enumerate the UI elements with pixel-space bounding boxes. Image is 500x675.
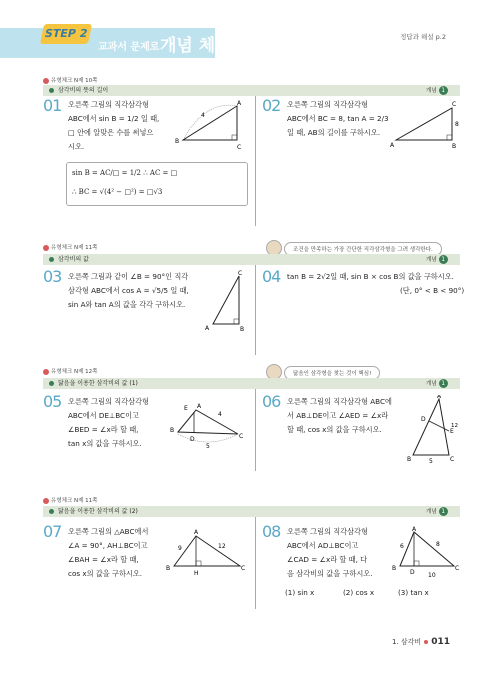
label-10: 10	[428, 572, 436, 579]
label-c: C	[455, 565, 460, 572]
problem-number: 06	[262, 392, 281, 411]
problem-condition: (단, 0° < B < 90°)	[400, 286, 465, 295]
label-b: B	[452, 143, 457, 150]
tag-dot-icon	[43, 369, 49, 375]
label-a: A	[437, 395, 442, 400]
section-tag: 유형체크 N제 10쪽	[43, 76, 98, 84]
label-b: B	[240, 326, 245, 332]
section-tag: 유형체크 N제 11쪽	[43, 496, 98, 504]
concept-label: 개념 1	[426, 507, 448, 516]
problem-text: 오른쪽 그림의 직각삼각형 ABC에서 BC = 8, tan A = 2/3 일 때, AB의 길이를 구하시오.	[287, 100, 389, 137]
label-c: C	[450, 456, 455, 463]
concept-label: 개념 1	[426, 255, 448, 264]
problem-text: 오른쪽 그림의 직각삼각형 ABC에서 DE⊥BC이고 ∠BED = ∠x라 할 때, tan x의 값을 구하시오.	[68, 397, 149, 448]
header-subtitle: 교과서 문제로	[98, 42, 160, 53]
label-a: A	[197, 403, 202, 410]
section-bar: 닮음을 이용한 삼각비의 값 (1)	[43, 378, 270, 389]
hint-bubble: 조건을 만족하는 가장 간단한 직각삼각형을 그려 생각한다.	[284, 242, 442, 256]
section-bar: 삼각비의 값	[43, 254, 270, 265]
label-4: 4	[201, 112, 205, 119]
tag-dot-icon	[43, 245, 49, 251]
label-5: 5	[206, 443, 210, 450]
label-d: D	[410, 569, 415, 576]
label-12: 12	[451, 423, 458, 429]
tag-dot-icon	[43, 498, 49, 504]
fill-in-line-2: ∴ BC = √(4² − □²) = □√3	[72, 188, 163, 196]
hint-bubble: 닮음인 삼각형을 찾는 것이 핵심!	[284, 366, 380, 380]
option-3: (3) tan x	[398, 588, 429, 597]
step-badge: STEP 2	[40, 24, 92, 44]
label-a: A	[390, 142, 395, 149]
problem-text: 오른쪽 그림의 직각삼각형 ABC에 서 AB⊥DE이고 ∠AED = ∠x라 할 때, cos x의 값을 구하시오.	[287, 397, 392, 434]
label-d: D	[421, 416, 426, 423]
problem-text: 오른쪽 그림과 같이 ∠B = 90°인 직각 삼각형 ABC에서 cos A = √5/5 일 때, sin A와 tan A의 값을 각각 구하시오.	[68, 272, 189, 309]
section-tag: 유형체크 N제 12쪽	[43, 367, 98, 375]
label-a: A	[237, 100, 242, 107]
label-e: E	[450, 428, 454, 435]
figure-06	[405, 395, 463, 465]
figure-01	[175, 100, 253, 152]
tag-dot-icon	[43, 78, 49, 84]
figure-03	[205, 270, 250, 332]
problem-text: 오른쪽 그림의 직각삼각형 ABC에서 sin B = 1/2 일 때, □ 안에 알맞은 수를 써넣으 시오.	[68, 100, 160, 151]
problem-number: 04	[262, 267, 281, 286]
label-4: 4	[218, 411, 222, 418]
label-b: B	[170, 427, 175, 434]
label-c: C	[452, 101, 457, 108]
problem-number: 01	[43, 96, 62, 115]
label-e: E	[184, 405, 188, 412]
page-number: 011	[431, 637, 450, 647]
label-b: B	[166, 565, 171, 572]
fill-in-line-1: sin B = AC/□ = 1/2 ∴ AC = □	[72, 169, 178, 177]
answer-reference: 정답과 해설 p.2	[400, 33, 446, 41]
problem-text: tan B = 2√2일 때, sin B × cos B의 값을 구하시오.	[287, 272, 454, 281]
label-c: C	[238, 270, 243, 277]
page-title: 개념 체크	[160, 36, 232, 56]
section-tag: 유형체크 N제 11쪽	[43, 243, 98, 251]
label-b: B	[175, 138, 180, 145]
figure-05	[170, 400, 250, 452]
label-h: H	[194, 570, 199, 577]
problem-text: 오른쪽 그림의 △ABC에서 ∠A = 90°, AH⊥BC이고 ∠BAH = ∠x라 할 때, cos x의 값을 구하시오.	[68, 527, 149, 578]
footer-dot-icon	[424, 640, 428, 644]
concept-label: 개념 1	[426, 86, 448, 95]
problem-number: 07	[43, 522, 62, 541]
column-divider	[255, 389, 256, 471]
figure-08	[392, 526, 464, 580]
section-bar: 닮음을 이용한 삼각비의 값 (2)	[43, 506, 270, 517]
option-1: (1) sin x	[285, 588, 315, 597]
label-9: 9	[178, 545, 182, 552]
column-divider	[255, 517, 256, 609]
label-a: A	[412, 526, 417, 533]
label-c: C	[241, 565, 246, 572]
label-5: 5	[429, 458, 433, 465]
label-8: 8	[436, 541, 440, 548]
problem-number: 03	[43, 267, 62, 286]
label-6: 6	[400, 543, 404, 550]
concept-label: 개념 1	[426, 379, 448, 388]
problem-text: 오른쪽 그림의 직각삼각형 ABC에서 AD⊥BC이고 ∠CAD = ∠x라 할 때, 다 음 삼각비의 값을 구하시오.	[287, 527, 373, 578]
label-a: A	[194, 529, 199, 536]
page-footer	[392, 637, 450, 647]
label-12: 12	[218, 543, 226, 550]
chapter-label: 1. 삼각비	[392, 638, 422, 646]
figure-02	[390, 100, 462, 150]
column-divider	[255, 96, 256, 226]
problem-number: 08	[262, 522, 281, 541]
column-divider	[255, 265, 256, 355]
figure-07	[166, 528, 250, 580]
label-c: C	[239, 433, 244, 440]
option-2: (2) cos x	[343, 588, 375, 597]
problem-number: 02	[262, 96, 281, 115]
problem-number: 05	[43, 392, 62, 411]
label-b: B	[392, 565, 397, 572]
label-d: D	[190, 436, 195, 443]
label-8: 8	[455, 121, 459, 128]
label-c: C	[237, 144, 242, 151]
label-b: B	[407, 456, 412, 463]
label-a: A	[205, 325, 210, 332]
section-bar: 삼각비의 뜻의 길이	[43, 85, 270, 96]
